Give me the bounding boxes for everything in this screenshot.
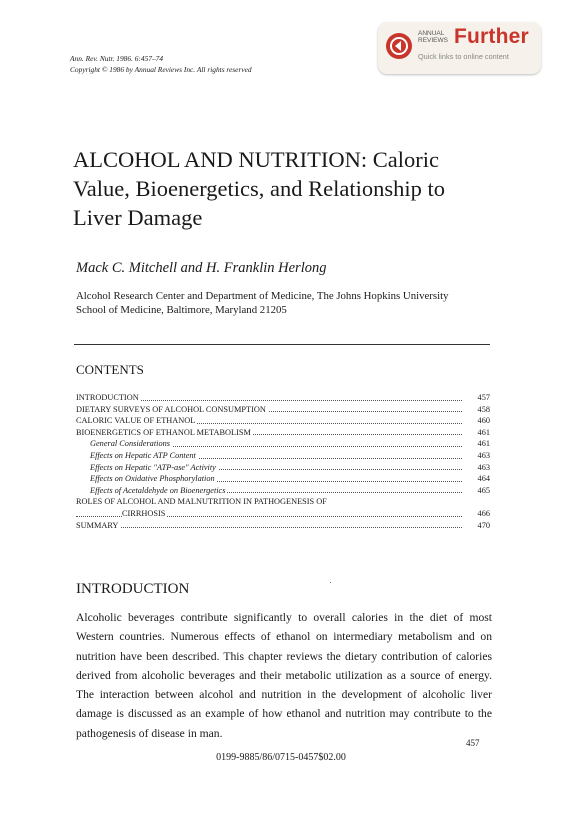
toc-page-number: 470 — [477, 520, 490, 530]
further-tagline: Quick links to online content — [418, 52, 509, 61]
article-authors: Mack C. Mitchell and H. Franklin Herlong — [76, 260, 327, 276]
table-of-contents — [76, 392, 490, 531]
toc-subentry[interactable]: Effects on Oxidative Phosphorylation 464 — [90, 474, 490, 484]
contents-heading: CONTENTS — [76, 362, 144, 377]
toc-page-number: 465 — [477, 485, 490, 495]
toc-page-number: 461 — [477, 427, 490, 437]
page-number: 457 — [466, 738, 480, 748]
toc-entry[interactable]: BIOENERGETICS OF ETHANOL METABOLISM 461 — [76, 427, 490, 437]
copyright-notice: Copyright © 1986 by Annual Reviews Inc. All rights reserved — [70, 64, 252, 74]
toc-page-number: 458 — [477, 404, 490, 414]
annual-reviews-wordmark: ANNUAL REVIEWS — [418, 30, 448, 44]
toc-page-number: 461 — [477, 439, 490, 449]
article-code: 0199-9885/86/0715-0457$02.00 — [216, 752, 346, 763]
toc-subentry[interactable]: Effects on Hepatic "ATP-ase" Activity 463 — [90, 462, 490, 472]
author-affiliation: Alcohol Research Center and Department of Medicine, The Johns Hopkins University School of Medicine, Baltimore, Maryland 21205 — [76, 290, 449, 316]
toc-page-number: 460 — [477, 416, 490, 426]
section-divider — [74, 344, 490, 345]
toc-subentry[interactable]: General Considerations 461 — [90, 439, 490, 449]
toc-entry[interactable]: ROLES OF ALCOHOL AND MALNUTRITION IN PATHOGENESIS OF — [76, 497, 327, 507]
introduction-heading: INTRODUCTION — [76, 581, 190, 597]
further-label: Further — [454, 25, 529, 48]
article-title: ALCOHOL AND NUTRITION: Caloric Value, Bioenergetics, and Relationship to Liver Damage — [73, 147, 446, 230]
journal-citation-block — [70, 54, 252, 75]
annual-reviews-logo-icon — [386, 33, 412, 59]
toc-subentry[interactable]: Effects of Acetaldehyde on Bioenergetics 465 — [90, 485, 490, 495]
toc-page-number: 463 — [477, 450, 490, 460]
toc-page-number: 463 — [477, 462, 490, 472]
journal-citation: Ann. Rev. Nutr. 1986. 6:457–74 — [70, 54, 164, 63]
toc-entry-continuation[interactable]: CIRRHOSIS 466 — [76, 508, 490, 520]
scan-speck — [330, 582, 331, 583]
toc-entry[interactable]: CALORIC VALUE OF ETHANOL 460 — [76, 416, 490, 426]
toc-subentry[interactable]: Effects on Hepatic ATP Content 463 — [90, 450, 490, 460]
toc-entry[interactable]: DIETARY SURVEYS OF ALCOHOL CONSUMPTION 458 — [76, 404, 490, 414]
toc-page-number: 457 — [477, 393, 490, 402]
introduction-paragraph: Alcoholic beverages contribute significantly to overall calories in the diet of most Western countries. Numerous effects of ethanol on intermediary metabolism and on nutrition have been described. This chapter reviews the dietary contribution of calories derived from alcoholic beverages and their metabolic utilization as a source of energy. The interaction between alcohol and nutrition in the development of alcoholic liver damage is discussed as an example of how ethanol and nutrition may contribute to the pathogenesis of disease in man. — [76, 611, 492, 740]
toc-entry[interactable]: SUMMARY 470 — [76, 520, 490, 530]
toc-page-number: 464 — [477, 474, 490, 484]
toc-entry[interactable]: INTRODUCTION 457 — [76, 393, 490, 402]
toc-page-number: 466 — [477, 508, 490, 518]
further-badge[interactable] — [378, 22, 541, 74]
